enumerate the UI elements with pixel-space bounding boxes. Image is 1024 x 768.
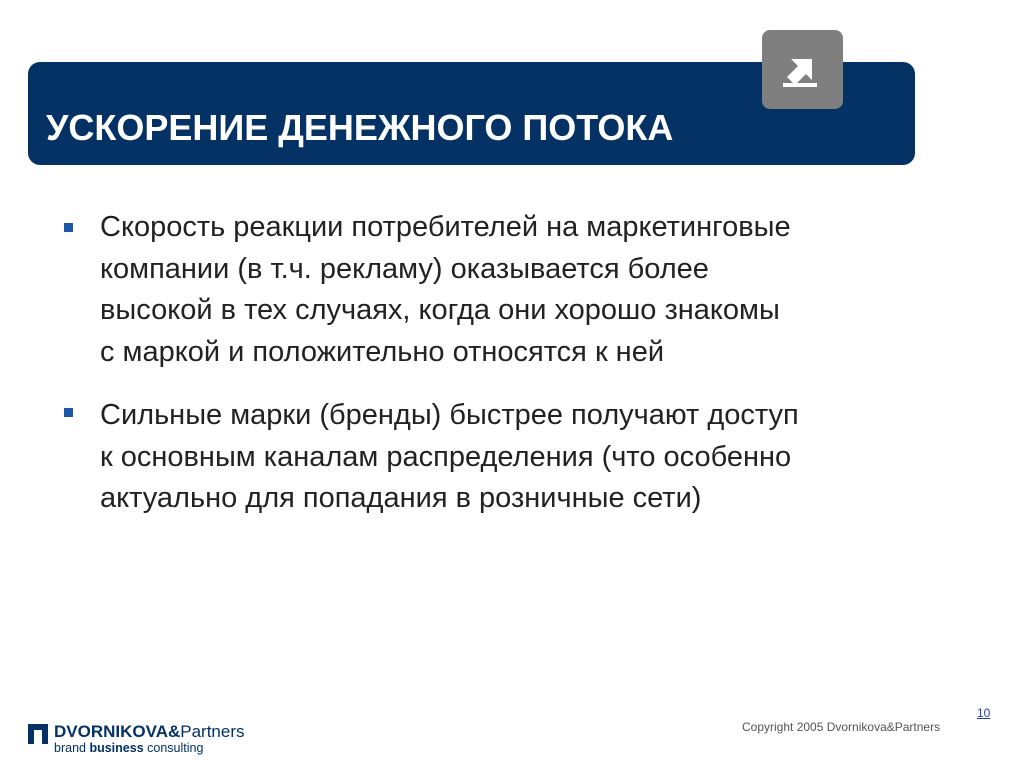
copyright: Copyright 2005 Dvornikova&Partners <box>742 720 941 734</box>
logo-mark <box>28 724 48 744</box>
bullet-line: Скорость реакции потребителей на маркетинговые <box>100 211 791 243</box>
bullet-marker <box>64 223 73 232</box>
arrow-up-right-icon[interactable] <box>762 30 843 109</box>
logo-name: DVORNIKOVA&Partners <box>54 722 245 741</box>
bullet-line: с маркой и положительно относятся к ней <box>100 335 665 368</box>
page-number[interactable]: 10 <box>977 706 991 720</box>
bullet-marker <box>64 408 73 417</box>
bullet-line: актуально для попадания в розничные сети) <box>100 482 702 514</box>
bullet-line: к основным каналам распределения (что особенно <box>100 440 792 473</box>
company-logo <box>28 722 288 754</box>
bullet-text <box>100 395 940 520</box>
bullet-line: Сильные марки (бренды) быстрее получают доступ <box>100 399 799 431</box>
bullet-line: высокой в тех случаях, когда они хорошо знакомы <box>100 294 780 326</box>
bullet-line: компании (в т.ч. рекламу) оказывается более <box>100 252 709 285</box>
slide-title: УСКОРЕНИЕ ДЕНЕЖНОГО ПОТОКА <box>46 107 674 148</box>
bullet-text <box>100 207 940 373</box>
logo-tagline: brand business consulting <box>54 741 204 755</box>
